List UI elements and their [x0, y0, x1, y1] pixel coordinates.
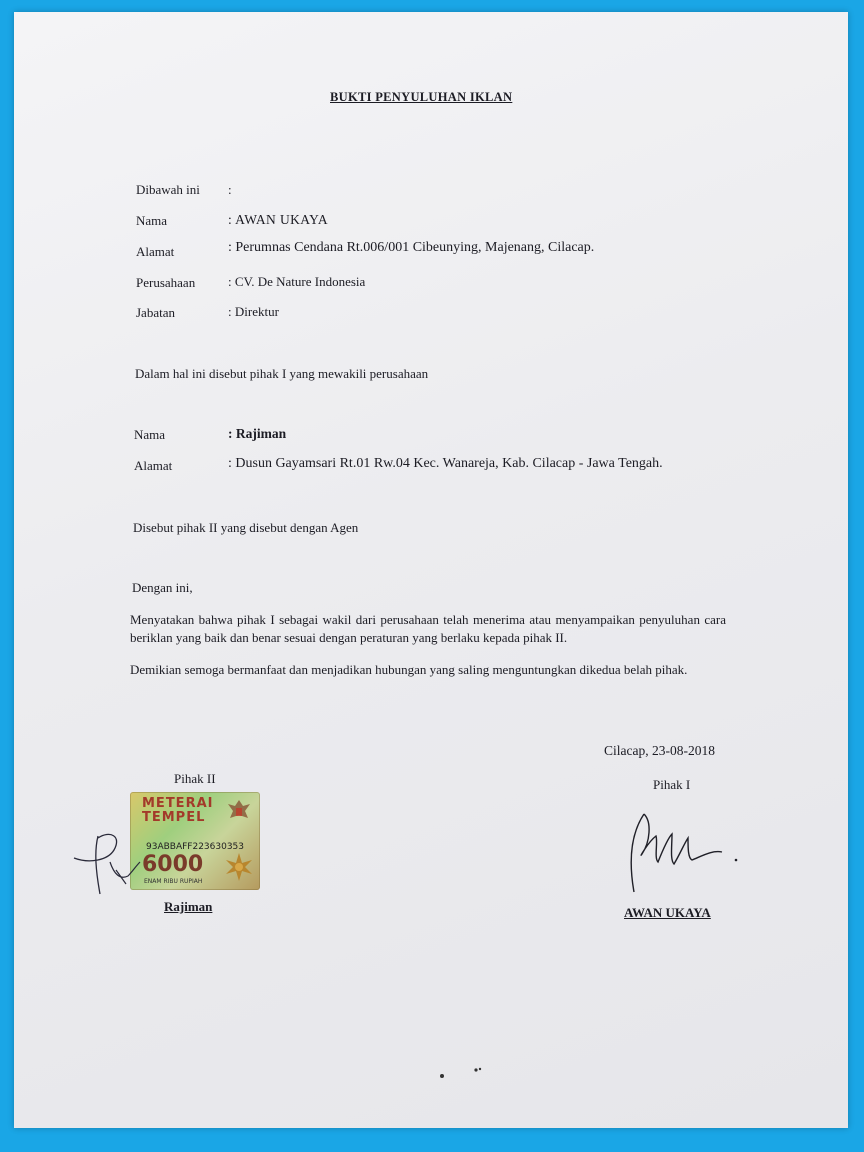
- party1-position-value: : Direktur: [228, 304, 279, 319]
- party2-address-value: : Dusun Gayamsari Rt.01 Rw.04 Kec. Wanareja, Kab. Cilacap - Jawa Tengah.: [228, 456, 663, 471]
- garuda-emblem-icon: [226, 798, 252, 826]
- party1-position-label: Jabatan: [136, 305, 175, 320]
- place-date: Cilacap, 23-08-2018: [604, 743, 715, 758]
- document-page: [14, 12, 848, 1128]
- party1-name-value: : AWAN UKAYA: [228, 212, 328, 227]
- pihak-i-name: AWAN UKAYA: [624, 905, 711, 920]
- pihak-i-signature: [622, 802, 742, 902]
- party1-company-value: : CV. De Nature Indonesia: [228, 274, 366, 289]
- paper-specks: [434, 1062, 494, 1082]
- party1-address-label: Alamat: [136, 244, 175, 259]
- pihak-ii-signature: [70, 822, 150, 902]
- party2-statement: Disebut pihak II yang disebut dengan Agen: [133, 520, 359, 535]
- pihak-ii-name: Rajiman: [164, 899, 213, 914]
- party2-name-label: Nama: [134, 427, 166, 442]
- party1-company-label: Perusahaan: [136, 275, 196, 290]
- closing-paragraph: Demikian semoga bermanfaat dan menjadikan hubungan yang saling menguntungkan dikedua belah pihak.: [130, 662, 688, 677]
- pihak-ii-label: Pihak II: [174, 771, 216, 786]
- party1-name-label: Nama: [136, 213, 168, 228]
- party2-address-label: Alamat: [134, 458, 173, 473]
- party1-statement: Dalam hal ini disebut pihak I yang mewakili perusahaan: [135, 366, 429, 381]
- intro-label: Dibawah ini: [136, 182, 200, 197]
- opening-text: Dengan ini,: [132, 580, 193, 595]
- pihak-i-label: Pihak I: [653, 777, 691, 792]
- meterai-stamp: METERAI TEMPEL 93ABBAFF223630353 6000 ENAM RIBU RUPIAH: [130, 792, 260, 890]
- stamp-star-icon: [224, 852, 254, 882]
- party2-name-value: : Rajiman: [228, 426, 287, 441]
- document-title: BUKTI PENYULUHAN IKLAN: [330, 90, 513, 104]
- intro-colon: :: [228, 182, 232, 197]
- statement-paragraph: Menyatakan bahwa pihak I sebagai wakil dari perusahaan telah menerima atau menyampaikan penyuluhan cara beriklan yang baik dan benar sesuai dengan peraturan yang berlaku kepada pihak II.: [130, 612, 726, 645]
- party1-address-value: : Perumnas Cendana Rt.006/001 Cibeunying, Majenang, Cilacap.: [228, 240, 595, 255]
